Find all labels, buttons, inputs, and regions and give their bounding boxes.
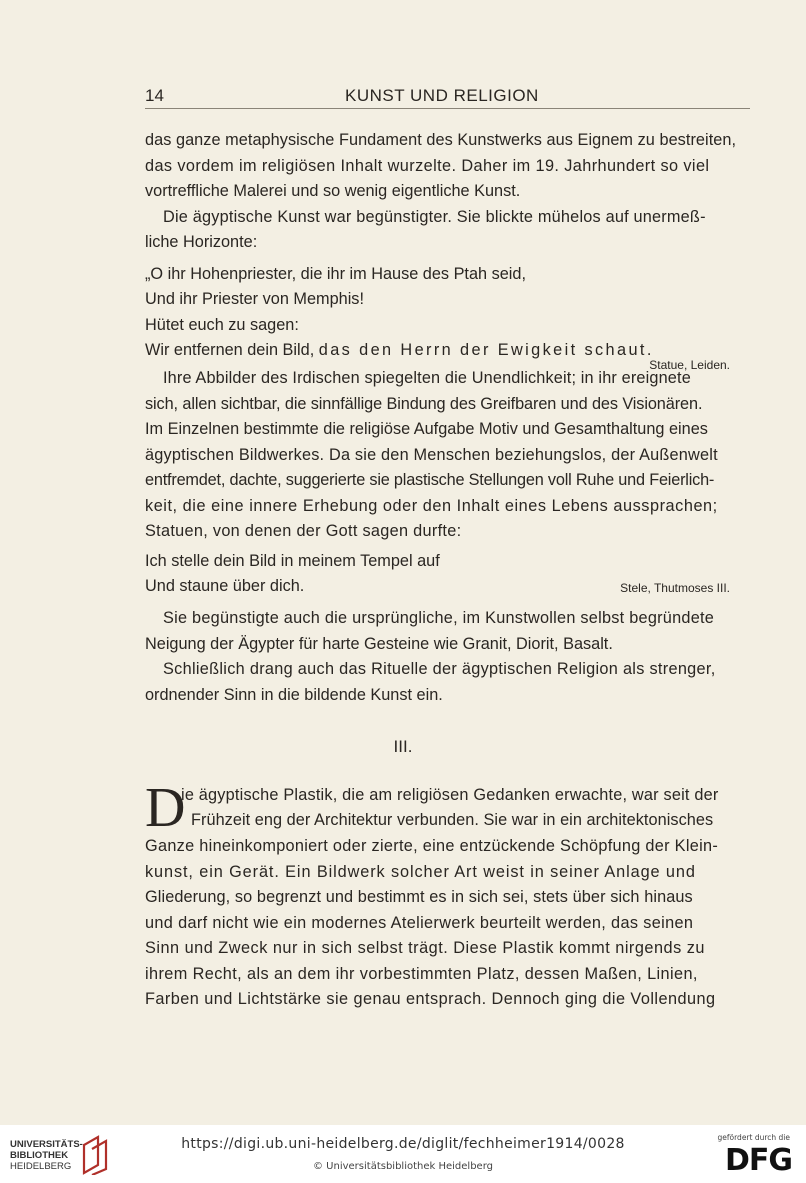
text-line: ordnender Sinn in die bildende Kunst ein. [145, 685, 443, 704]
library-name-line: HEIDELBERG [10, 1161, 72, 1172]
funding-caption: gefördert durch die [717, 1133, 790, 1142]
text-line: Ihre Abbilder des Irdischen spiegelten die Unendlichkeit; in ihr ereignete [163, 369, 691, 387]
text-block-section-3 [145, 777, 750, 1013]
text-line: ihrem Recht, als an dem ihr vorbestimmten Platz, dessen Maßen, Linien, [145, 964, 698, 983]
text-line: Farben und Lichtstärke sie genau entsprach. Dennoch ging die Vollendung [145, 990, 716, 1008]
text-line: Neigung der Ägypter für harte Gesteine wie Granit, Diorit, Basalt. [145, 634, 613, 653]
text-line: Im Einzelnen bestimmte die religiöse Aufgabe Motiv und Gesamthaltung eines [145, 420, 708, 438]
text-line: Schließlich drang auch das Rituelle der ägyptischen Religion als strenger, [163, 660, 716, 678]
quote-line-start: Wir entfernen dein Bild, [145, 341, 315, 359]
paragraph-6-opening [145, 777, 750, 839]
text-line: entfremdet, dachte, suggerierte sie plastische Stellungen voll Ruhe und Feierlich- [145, 471, 715, 489]
text-line: vortreffliche Malerei und so wenig eigentliche Kunst. [145, 182, 521, 200]
permalink-url[interactable]: https://digi.ub.uni-heidelberg.de/diglit/fechheimer1914/0028 [181, 1136, 625, 1152]
text-line: Sie begünstigte auch die ursprüngliche, im Kunstwollen selbst begründete [163, 609, 715, 627]
text-line: kunst, ein Gerät. Ein Bildwerk solcher Art weist in seiner Anlage und [145, 862, 696, 881]
text-line: ie ägyptische Plastik, die am religiösen Gedanken erwachte, war seit der [181, 786, 719, 804]
text-line: Sinn und Zweck nur in sich selbst trägt. Diese Plastik kommt nirgends zu [145, 939, 705, 957]
running-head [145, 84, 750, 109]
text-line: Statuen, von denen der Gott sagen durfte: [145, 522, 462, 540]
quote-memphis [145, 262, 750, 372]
library-name-line: BIBLIOTHEK [10, 1150, 69, 1161]
viewer-footer [0, 1125, 806, 1183]
text-line: und darf nicht wie ein modernes Atelierwerk beurteilt werden, das seinen [145, 913, 694, 932]
paragraph-2 [145, 205, 750, 256]
drop-cap: D [145, 777, 186, 839]
text-block-top [145, 128, 750, 372]
text-line: Die ägyptische Kunst war begünstigter. Sie blickte mühelos auf unermeß- [163, 207, 706, 226]
quote-line: Und staune über dich. [145, 577, 305, 595]
dfg-logo[interactable]: DFG [724, 1143, 792, 1178]
page-number: 14 [145, 86, 164, 105]
text-block-middle [145, 366, 750, 599]
quote-source: Statue, Leiden. [649, 357, 730, 372]
section-heading: III. [393, 737, 413, 756]
quote-line: „O ihr Hohenpriester, die ihr im Hause des Ptah seid, [145, 264, 526, 283]
text-line: Frühzeit eng der Architektur verbunden. Sie war in ein architektonisches [191, 811, 714, 829]
text-line: das ganze metaphysische Fundament des Kunstwerks aus Eignem zu bestreiten, [145, 131, 737, 149]
paragraph-4 [145, 606, 750, 657]
quote-source: Stele, Thutmoses III. [620, 581, 730, 595]
text-line: Gliederung, so begrenzt und bestimmt es in sich sei, stets über sich hinaus [145, 888, 693, 906]
paragraph-6 [145, 834, 750, 1013]
quote-line: Ich stelle dein Bild in meinem Tempel auf [145, 551, 440, 570]
text-line: liche Horizonte: [145, 233, 258, 251]
paragraph-1 [145, 128, 750, 205]
paragraph-5 [145, 657, 750, 708]
running-title: KUNST UND RELIGION [345, 86, 539, 105]
quote-line-with-source [145, 574, 750, 599]
text-line: sich, allen sichtbar, die sinnfällige Bindung des Greifbaren und des Visionären. [145, 394, 703, 413]
text-line: Ganze hineinkomponiert oder zierte, eine entzückende Schöpfung der Klein- [145, 837, 719, 855]
text-line: das vordem im religiösen Inhalt wurzelte. Daher im 19. Jahrhundert so viel [145, 156, 710, 175]
copyright-notice: © Universitätsbibliothek Heidelberg [312, 1161, 493, 1172]
quote-stele [145, 549, 750, 600]
text-line: keit, die eine innere Erhebung oder den Inhalt eines Lebens aussprachen; [145, 496, 718, 515]
quote-line-spaced: das den Herrn der Ewigkeit schaut. [318, 341, 654, 359]
paragraph-3 [145, 366, 750, 545]
quote-line: Hütet euch zu sagen: [145, 315, 299, 334]
text-block-lower [145, 606, 750, 708]
text-line: ägyptischen Bildwerkes. Da sie den Menschen beziehungslos, der Außenwelt [145, 445, 718, 464]
library-name-line: UNIVERSITÄTS- [10, 1139, 83, 1150]
quote-line: Und ihr Priester von Memphis! [145, 290, 364, 308]
